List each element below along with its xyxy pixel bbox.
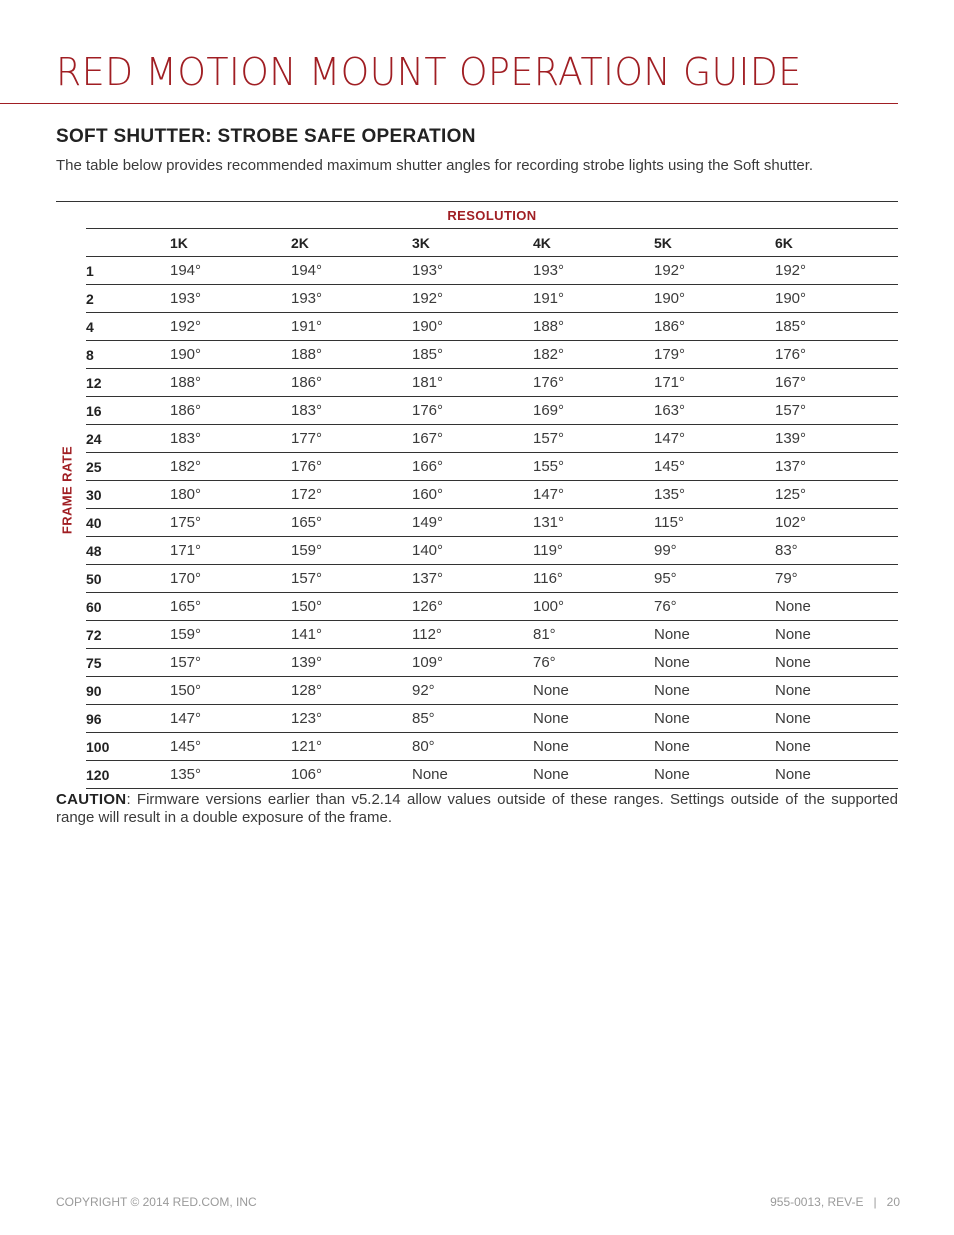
- shutter-angle-cell: 180°: [170, 481, 291, 509]
- shutter-angle-cell: 79°: [775, 565, 898, 593]
- frame-rate-cell: 4: [86, 313, 170, 341]
- shutter-angle-cell: 191°: [533, 285, 654, 313]
- frame-rate-cell: 48: [86, 537, 170, 565]
- shutter-angle-cell: 186°: [170, 397, 291, 425]
- shutter-angle-cell: 188°: [291, 341, 412, 369]
- table-row: [86, 761, 898, 789]
- shutter-angle-cell: 177°: [291, 425, 412, 453]
- shutter-angle-cell: 191°: [291, 313, 412, 341]
- shutter-angle-cell: 186°: [291, 369, 412, 397]
- table-row: [86, 593, 898, 621]
- shutter-angle-cell: 170°: [170, 565, 291, 593]
- shutter-angle-cell: 112°: [412, 621, 533, 649]
- shutter-angle-cell: 145°: [654, 453, 775, 481]
- shutter-angle-cell: 123°: [291, 705, 412, 733]
- shutter-angle-cell: 193°: [533, 257, 654, 285]
- title-divider: [0, 103, 898, 104]
- shutter-angle-cell: 160°: [412, 481, 533, 509]
- table-row: [86, 537, 898, 565]
- table-row: [86, 341, 898, 369]
- footer-page-number: 20: [886, 1195, 900, 1209]
- shutter-angle-cell: 193°: [170, 285, 291, 313]
- column-header: 5K: [654, 229, 775, 257]
- frame-rate-cell: 75: [86, 649, 170, 677]
- shutter-angle-cell: 171°: [170, 537, 291, 565]
- shutter-angle-cell: None: [654, 733, 775, 761]
- footer-page-info: [770, 1195, 900, 1209]
- table-row: [86, 285, 898, 313]
- shutter-angle-cell: 139°: [291, 649, 412, 677]
- table-row: [86, 453, 898, 481]
- shutter-angle-cell: 165°: [170, 593, 291, 621]
- frame-rate-cell: 8: [86, 341, 170, 369]
- shutter-angle-cell: 188°: [170, 369, 291, 397]
- shutter-angle-cell: 172°: [291, 481, 412, 509]
- shutter-angle-cell: 193°: [291, 285, 412, 313]
- column-header: 4K: [533, 229, 654, 257]
- frame-rate-cell: 96: [86, 705, 170, 733]
- shutter-angle-cell: 176°: [412, 397, 533, 425]
- column-header: 1K: [170, 229, 291, 257]
- frame-rate-cell: 50: [86, 565, 170, 593]
- table-row: [86, 565, 898, 593]
- shutter-angle-cell: 157°: [775, 397, 898, 425]
- shutter-angle-cell: 116°: [533, 565, 654, 593]
- shutter-angle-cell: 119°: [533, 537, 654, 565]
- shutter-angle-cell: None: [775, 761, 898, 789]
- shutter-angle-cell: 128°: [291, 677, 412, 705]
- shutter-angle-cell: 185°: [412, 341, 533, 369]
- shutter-angle-cell: 135°: [654, 481, 775, 509]
- shutter-angle-cell: 188°: [533, 313, 654, 341]
- caution-note: [56, 791, 898, 827]
- shutter-angle-cell: 176°: [291, 453, 412, 481]
- shutter-angle-cell: 80°: [412, 733, 533, 761]
- shutter-angle-cell: 185°: [775, 313, 898, 341]
- shutter-angle-cell: 141°: [291, 621, 412, 649]
- shutter-angle-cell: 135°: [170, 761, 291, 789]
- shutter-angle-cell: 192°: [654, 257, 775, 285]
- footer-copyright: COPYRIGHT © 2014 RED.COM, INC: [56, 1195, 257, 1209]
- column-header: 6K: [775, 229, 898, 257]
- section-heading: SOFT SHUTTER: STROBE SAFE OPERATION: [56, 126, 476, 147]
- shutter-angle-cell: 155°: [533, 453, 654, 481]
- shutter-angle-table-container: [86, 202, 898, 789]
- table-row: [86, 481, 898, 509]
- shutter-angle-cell: None: [412, 761, 533, 789]
- frame-rate-cell: 120: [86, 761, 170, 789]
- shutter-angle-cell: 100°: [533, 593, 654, 621]
- shutter-angle-cell: 149°: [412, 509, 533, 537]
- shutter-angle-cell: 157°: [291, 565, 412, 593]
- shutter-angle-cell: None: [775, 649, 898, 677]
- shutter-angle-cell: None: [775, 705, 898, 733]
- shutter-angle-cell: None: [654, 649, 775, 677]
- shutter-angle-cell: 183°: [170, 425, 291, 453]
- shutter-angle-cell: 194°: [291, 257, 412, 285]
- shutter-angle-cell: 150°: [291, 593, 412, 621]
- shutter-angle-cell: 126°: [412, 593, 533, 621]
- table-row: [86, 509, 898, 537]
- frame-rate-cell: 1: [86, 257, 170, 285]
- shutter-angle-cell: 167°: [412, 425, 533, 453]
- shutter-angle-cell: 183°: [291, 397, 412, 425]
- shutter-angle-cell: 176°: [775, 341, 898, 369]
- shutter-angle-cell: None: [533, 733, 654, 761]
- shutter-angle-cell: 139°: [775, 425, 898, 453]
- shutter-angle-cell: 106°: [291, 761, 412, 789]
- shutter-angle-cell: 176°: [533, 369, 654, 397]
- shutter-angle-cell: 92°: [412, 677, 533, 705]
- shutter-angle-cell: 182°: [170, 453, 291, 481]
- frame-rate-cell: 40: [86, 509, 170, 537]
- table-header-row: [86, 229, 898, 257]
- shutter-angle-cell: 157°: [533, 425, 654, 453]
- shutter-angle-cell: 194°: [170, 257, 291, 285]
- shutter-angle-cell: 159°: [291, 537, 412, 565]
- table-row: [86, 369, 898, 397]
- shutter-angle-cell: 147°: [533, 481, 654, 509]
- shutter-angle-cell: None: [533, 677, 654, 705]
- table-row: [86, 313, 898, 341]
- shutter-angle-cell: 81°: [533, 621, 654, 649]
- shutter-angle-cell: 171°: [654, 369, 775, 397]
- shutter-angle-cell: 147°: [170, 705, 291, 733]
- shutter-angle-cell: 85°: [412, 705, 533, 733]
- shutter-angle-cell: None: [775, 593, 898, 621]
- footer-separator: |: [873, 1195, 877, 1209]
- shutter-angle-cell: 147°: [654, 425, 775, 453]
- resolution-axis-label: RESOLUTION: [86, 202, 898, 229]
- shutter-angle-cell: 190°: [775, 285, 898, 313]
- caution-text: : Firmware versions earlier than v5.2.14 allow values outside of these ranges. Settings outside of the supported range will result in a double exposure of the frame.: [56, 791, 898, 826]
- table-body: [86, 257, 898, 789]
- shutter-angle-cell: 102°: [775, 509, 898, 537]
- shutter-angle-cell: 186°: [654, 313, 775, 341]
- shutter-angle-cell: 181°: [412, 369, 533, 397]
- shutter-angle-cell: 192°: [775, 257, 898, 285]
- table-row: [86, 397, 898, 425]
- table-row: [86, 621, 898, 649]
- column-header: 2K: [291, 229, 412, 257]
- shutter-angle-cell: 115°: [654, 509, 775, 537]
- shutter-angle-cell: 76°: [533, 649, 654, 677]
- column-header: 3K: [412, 229, 533, 257]
- shutter-angle-cell: 167°: [775, 369, 898, 397]
- frame-rate-cell: 2: [86, 285, 170, 313]
- frame-rate-cell: 72: [86, 621, 170, 649]
- caution-label: CAUTION: [56, 791, 127, 808]
- shutter-angle-cell: None: [775, 621, 898, 649]
- shutter-angle-cell: 182°: [533, 341, 654, 369]
- shutter-angle-cell: 192°: [170, 313, 291, 341]
- frame-rate-cell: 24: [86, 425, 170, 453]
- shutter-angle-cell: 165°: [291, 509, 412, 537]
- shutter-angle-cell: 159°: [170, 621, 291, 649]
- shutter-angle-cell: 190°: [170, 341, 291, 369]
- table-row: [86, 705, 898, 733]
- table-row: [86, 677, 898, 705]
- shutter-angle-cell: 83°: [775, 537, 898, 565]
- shutter-angle-cell: None: [654, 705, 775, 733]
- table-row: [86, 425, 898, 453]
- shutter-angle-cell: 76°: [654, 593, 775, 621]
- shutter-angle-cell: 99°: [654, 537, 775, 565]
- footer-doc-number: 955-0013, REV-E: [770, 1195, 864, 1209]
- frame-rate-cell: 16: [86, 397, 170, 425]
- frame-rate-cell: 12: [86, 369, 170, 397]
- frame-rate-cell: 60: [86, 593, 170, 621]
- shutter-angle-cell: 121°: [291, 733, 412, 761]
- shutter-angle-cell: 125°: [775, 481, 898, 509]
- table-row: [86, 257, 898, 285]
- frame-rate-axis-label: FRAME RATE: [59, 445, 75, 535]
- shutter-angle-cell: 163°: [654, 397, 775, 425]
- shutter-angle-cell: 175°: [170, 509, 291, 537]
- shutter-angle-cell: 131°: [533, 509, 654, 537]
- shutter-angle-cell: None: [533, 705, 654, 733]
- shutter-angle-cell: 179°: [654, 341, 775, 369]
- shutter-angle-cell: 109°: [412, 649, 533, 677]
- shutter-angle-cell: None: [654, 677, 775, 705]
- table-row: [86, 733, 898, 761]
- shutter-angle-cell: 157°: [170, 649, 291, 677]
- shutter-angle-cell: None: [533, 761, 654, 789]
- shutter-angle-cell: 193°: [412, 257, 533, 285]
- shutter-angle-cell: None: [775, 677, 898, 705]
- shutter-angle-cell: None: [775, 733, 898, 761]
- frame-rate-cell: 25: [86, 453, 170, 481]
- document-title: RED MOTION MOUNT OPERATION GUIDE: [56, 50, 802, 94]
- corner-header-cell: [86, 229, 170, 257]
- shutter-angle-cell: 145°: [170, 733, 291, 761]
- shutter-angle-cell: 192°: [412, 285, 533, 313]
- shutter-angle-cell: 137°: [412, 565, 533, 593]
- shutter-angle-cell: 140°: [412, 537, 533, 565]
- shutter-angle-cell: None: [654, 761, 775, 789]
- shutter-angle-cell: None: [654, 621, 775, 649]
- intro-paragraph: The table below provides recommended maximum shutter angles for recording strobe lights using the Soft shutter.: [56, 157, 814, 174]
- shutter-angle-table: [86, 229, 898, 789]
- shutter-angle-cell: 190°: [412, 313, 533, 341]
- frame-rate-cell: 100: [86, 733, 170, 761]
- shutter-angle-cell: 95°: [654, 565, 775, 593]
- shutter-angle-cell: 137°: [775, 453, 898, 481]
- table-row: [86, 649, 898, 677]
- shutter-angle-cell: 150°: [170, 677, 291, 705]
- shutter-angle-cell: 190°: [654, 285, 775, 313]
- frame-rate-cell: 30: [86, 481, 170, 509]
- frame-rate-cell: 90: [86, 677, 170, 705]
- shutter-angle-cell: 166°: [412, 453, 533, 481]
- shutter-angle-cell: 169°: [533, 397, 654, 425]
